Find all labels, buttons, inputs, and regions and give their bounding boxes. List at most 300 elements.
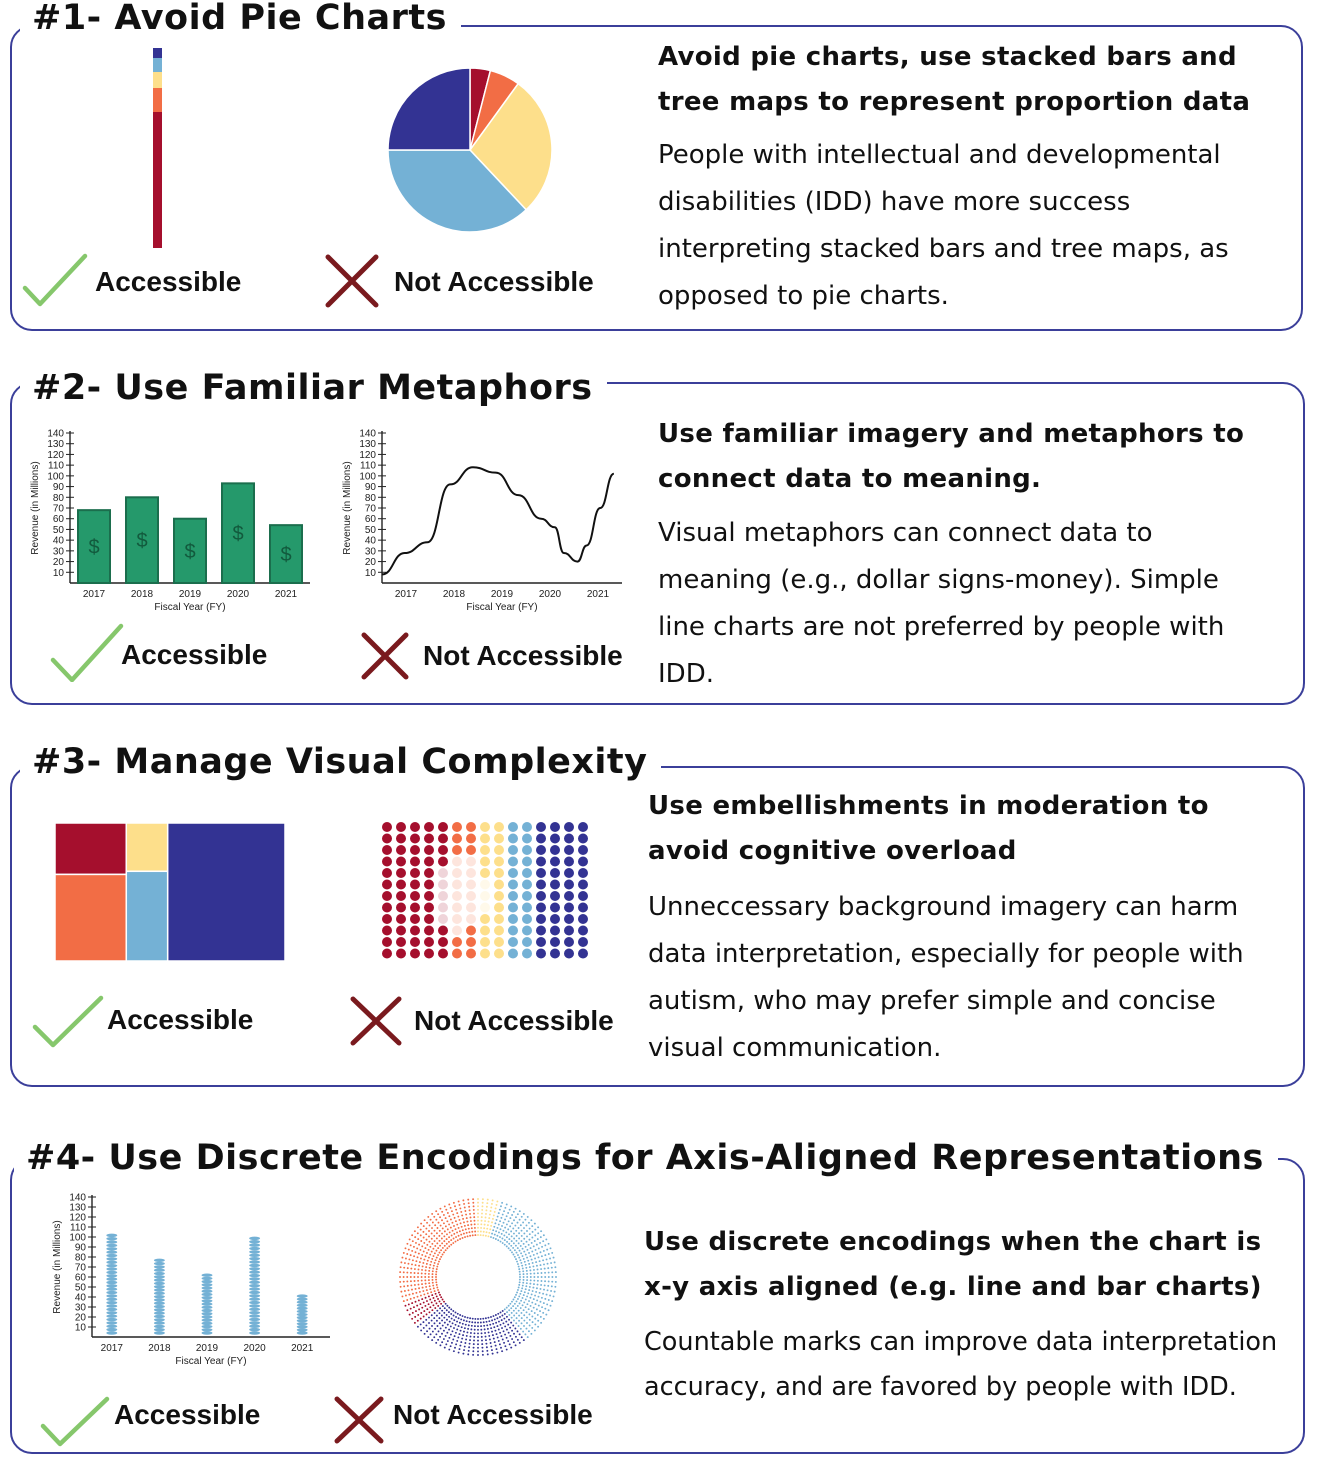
radial-dot bbox=[444, 1347, 446, 1349]
radial-dot bbox=[492, 1199, 494, 1201]
radial-dot bbox=[403, 1276, 405, 1278]
dot bbox=[410, 880, 420, 890]
x-axis-label: Fiscal Year (FY) bbox=[154, 602, 226, 613]
dot bbox=[452, 949, 462, 959]
radial-dot bbox=[432, 1268, 434, 1270]
radial-dot bbox=[437, 1305, 439, 1307]
radial-dot bbox=[453, 1225, 455, 1227]
unit-mark bbox=[202, 1306, 213, 1309]
unit-mark bbox=[106, 1288, 117, 1291]
radial-dot bbox=[509, 1225, 511, 1227]
radial-dot bbox=[487, 1317, 489, 1319]
radial-dot bbox=[518, 1295, 520, 1297]
radial-dot bbox=[522, 1221, 524, 1223]
radial-dot bbox=[428, 1257, 430, 1259]
radial-dot bbox=[542, 1312, 544, 1314]
radial-dot bbox=[471, 1231, 473, 1233]
y-tick-label: 110 bbox=[48, 460, 64, 472]
radial-dot bbox=[437, 1213, 439, 1215]
radial-dot bbox=[473, 1213, 475, 1215]
radial-dot bbox=[429, 1299, 431, 1301]
radial-dot bbox=[525, 1288, 527, 1290]
radial-dot bbox=[517, 1254, 519, 1256]
radial-dot bbox=[441, 1238, 443, 1240]
radial-dot bbox=[418, 1265, 420, 1267]
dot bbox=[536, 903, 546, 913]
radial-dot bbox=[521, 1265, 523, 1267]
radial-dot bbox=[450, 1239, 452, 1241]
section-4-body: Countable marks can improve data interpretation accuracy, and are favored by people with IDD. bbox=[644, 1327, 1278, 1402]
radial-dot bbox=[543, 1318, 545, 1320]
radial-dot bbox=[434, 1245, 436, 1247]
radial-dot bbox=[435, 1342, 437, 1344]
radial-dot bbox=[459, 1207, 461, 1209]
radial-dot bbox=[457, 1239, 459, 1241]
radial-dot bbox=[418, 1287, 420, 1289]
unit-mark bbox=[202, 1296, 213, 1299]
unit-mark bbox=[249, 1301, 260, 1304]
radial-dot bbox=[428, 1295, 430, 1297]
cross-icon bbox=[348, 994, 404, 1048]
radial-dot bbox=[477, 1350, 479, 1352]
radial-dot bbox=[538, 1256, 540, 1258]
radial-dot bbox=[491, 1221, 493, 1223]
radial-dot bbox=[477, 1216, 479, 1218]
radial-dot bbox=[481, 1209, 483, 1211]
radial-dot bbox=[451, 1210, 453, 1212]
radial-dot bbox=[456, 1232, 458, 1234]
x-tick-label: 2021 bbox=[274, 589, 298, 600]
radial-dot bbox=[436, 1232, 438, 1234]
radial-dot bbox=[418, 1308, 420, 1310]
dot bbox=[578, 937, 588, 947]
treemap-cell bbox=[126, 823, 167, 871]
radial-dot bbox=[429, 1306, 431, 1308]
radial-dot bbox=[507, 1340, 509, 1342]
radial-dot bbox=[425, 1228, 427, 1230]
radial-dot bbox=[472, 1234, 474, 1236]
radial-dot bbox=[437, 1254, 439, 1256]
radial-dot bbox=[517, 1339, 519, 1341]
radial-dot bbox=[443, 1235, 445, 1237]
radial-dot bbox=[544, 1254, 546, 1256]
radial-dot bbox=[518, 1310, 520, 1312]
radial-dot bbox=[518, 1232, 520, 1234]
y-tick-label: 140 bbox=[69, 1192, 86, 1204]
radial-dot bbox=[515, 1322, 517, 1324]
dot bbox=[550, 949, 560, 959]
dot bbox=[536, 880, 546, 890]
radial-dot bbox=[433, 1336, 435, 1338]
radial-dot bbox=[428, 1317, 430, 1319]
radial-dot bbox=[410, 1272, 412, 1274]
y-tick-label: 70 bbox=[74, 1262, 86, 1274]
dot bbox=[522, 937, 532, 947]
radial-dot bbox=[423, 1251, 425, 1253]
radial-dot bbox=[474, 1234, 476, 1236]
radial-dot bbox=[450, 1345, 452, 1347]
radial-dot bbox=[528, 1252, 530, 1254]
radial-dot bbox=[521, 1230, 523, 1232]
radial-dot bbox=[477, 1198, 479, 1200]
radial-dot bbox=[536, 1299, 538, 1301]
radial-dot bbox=[521, 1235, 523, 1237]
radial-dot bbox=[429, 1246, 431, 1248]
radial-dot bbox=[445, 1343, 447, 1345]
radial-dot bbox=[526, 1276, 528, 1278]
radial-dot bbox=[428, 1230, 430, 1232]
radial-dot bbox=[537, 1280, 539, 1282]
radial-dot bbox=[423, 1225, 425, 1227]
radial-dot bbox=[488, 1335, 490, 1337]
radial-dot bbox=[536, 1265, 538, 1267]
radial-dot bbox=[414, 1236, 416, 1238]
dot bbox=[382, 880, 392, 890]
radial-dot bbox=[555, 1276, 557, 1278]
dot bbox=[536, 845, 546, 855]
radial-dot bbox=[410, 1254, 412, 1256]
radial-dot bbox=[457, 1337, 459, 1339]
dot bbox=[396, 868, 406, 878]
radial-dot bbox=[546, 1249, 548, 1251]
section-1-title: #1- Avoid Pie Charts bbox=[20, 0, 461, 40]
unit-mark bbox=[297, 1331, 308, 1334]
radial-dot bbox=[470, 1217, 472, 1219]
radial-dot bbox=[408, 1289, 410, 1291]
checkmark-icon bbox=[40, 1395, 110, 1447]
section-2-heading: Use familiar imagery and metaphors to connect data to meaning. bbox=[658, 419, 1245, 494]
radial-dot bbox=[409, 1238, 411, 1240]
radial-dot bbox=[531, 1310, 533, 1312]
y-tick-label: 20 bbox=[364, 557, 376, 569]
radial-dot bbox=[519, 1302, 521, 1304]
unit-mark bbox=[297, 1294, 308, 1297]
radial-dot bbox=[450, 1207, 452, 1209]
radial-dot bbox=[473, 1209, 475, 1211]
radial-dot bbox=[455, 1220, 457, 1222]
radial-dot bbox=[530, 1273, 532, 1275]
radial-dot bbox=[513, 1320, 515, 1322]
radial-dot bbox=[430, 1261, 432, 1263]
unit-mark bbox=[202, 1283, 213, 1286]
section-2-body: Visual metaphors can connect data to meaning (e.g., dollar signs-money). Simple line charts are not preferred by people with IDD. bbox=[658, 518, 1225, 689]
radial-dot bbox=[425, 1266, 427, 1268]
y-tick-label: 110 bbox=[360, 460, 376, 472]
radial-dot bbox=[420, 1295, 422, 1297]
dot bbox=[578, 822, 588, 832]
radial-dot bbox=[432, 1331, 434, 1333]
radial-dot bbox=[523, 1276, 525, 1278]
radial-dot bbox=[547, 1267, 549, 1269]
unit-mark bbox=[202, 1274, 213, 1277]
radial-dot bbox=[427, 1336, 429, 1338]
radial-dot bbox=[485, 1235, 487, 1237]
radial-dot bbox=[441, 1310, 443, 1312]
unit-mark bbox=[249, 1291, 260, 1294]
radial-dot bbox=[496, 1219, 498, 1221]
radial-dot bbox=[521, 1240, 523, 1242]
radial-dot bbox=[540, 1268, 542, 1270]
radial-dot bbox=[522, 1268, 524, 1270]
dot bbox=[396, 891, 406, 901]
radial-dot bbox=[508, 1314, 510, 1316]
radial-dot bbox=[443, 1222, 445, 1224]
radial-dot bbox=[495, 1322, 497, 1324]
radial-dot bbox=[513, 1242, 515, 1244]
radial-dot bbox=[468, 1324, 470, 1326]
radial-dot bbox=[406, 1309, 408, 1311]
unit-mark bbox=[106, 1298, 117, 1301]
dot bbox=[480, 891, 490, 901]
radial-dot bbox=[474, 1318, 476, 1320]
unit-mark bbox=[106, 1328, 117, 1331]
radial-dot bbox=[439, 1252, 441, 1254]
radial-dot bbox=[546, 1294, 548, 1296]
radial-dot bbox=[453, 1319, 455, 1321]
radial-dot bbox=[446, 1305, 448, 1307]
radial-dot bbox=[408, 1249, 410, 1251]
unit-mark bbox=[249, 1308, 260, 1311]
radial-dot bbox=[459, 1322, 461, 1324]
radial-dot bbox=[486, 1350, 488, 1352]
radial-dot bbox=[512, 1247, 514, 1249]
radial-dot bbox=[533, 1273, 535, 1275]
radial-dot bbox=[436, 1295, 438, 1297]
radial-dot bbox=[533, 1276, 535, 1278]
radial-dot bbox=[407, 1267, 409, 1269]
radial-dot bbox=[505, 1231, 507, 1233]
radial-dot bbox=[464, 1342, 466, 1344]
radial-dot bbox=[517, 1213, 519, 1215]
radial-dot bbox=[423, 1327, 425, 1329]
radial-dot bbox=[523, 1273, 525, 1275]
radial-dot bbox=[483, 1321, 485, 1323]
radial-dot bbox=[474, 1227, 476, 1229]
radial-dot bbox=[503, 1210, 505, 1212]
dot bbox=[396, 914, 406, 924]
dot bbox=[508, 926, 518, 936]
dot bbox=[382, 845, 392, 855]
radial-dot bbox=[436, 1302, 438, 1304]
radial-dot bbox=[456, 1321, 458, 1323]
radial-dot bbox=[442, 1305, 444, 1307]
radial-dot bbox=[423, 1302, 425, 1304]
dot bbox=[424, 914, 434, 924]
dot bbox=[564, 903, 574, 913]
dot bbox=[424, 903, 434, 913]
dot bbox=[382, 868, 392, 878]
dot bbox=[382, 926, 392, 936]
radial-dot bbox=[442, 1325, 444, 1327]
dot bbox=[424, 880, 434, 890]
radial-dot bbox=[412, 1293, 414, 1295]
radial-dot bbox=[507, 1228, 509, 1230]
dot bbox=[550, 891, 560, 901]
radial-dot bbox=[429, 1264, 431, 1266]
radial-dot bbox=[519, 1276, 521, 1278]
radial-dot bbox=[521, 1322, 523, 1324]
radial-dot bbox=[511, 1214, 513, 1216]
radial-dot bbox=[417, 1272, 419, 1274]
radial-dot bbox=[448, 1245, 450, 1247]
unit-mark bbox=[202, 1277, 213, 1280]
radial-dot bbox=[411, 1250, 413, 1252]
radial-dot bbox=[551, 1252, 553, 1254]
radial-dot bbox=[522, 1297, 524, 1299]
radial-dot bbox=[420, 1329, 422, 1331]
dot bbox=[466, 845, 476, 855]
radial-dot bbox=[493, 1315, 495, 1317]
radial-dot bbox=[432, 1279, 434, 1281]
radial-dot bbox=[487, 1353, 489, 1355]
radial-dot bbox=[420, 1318, 422, 1320]
radial-dot bbox=[526, 1236, 528, 1238]
y-tick-label: 30 bbox=[52, 546, 64, 558]
dot bbox=[536, 868, 546, 878]
radial-dot bbox=[526, 1328, 528, 1330]
dot bbox=[424, 845, 434, 855]
radial-dot bbox=[555, 1271, 557, 1273]
radial-dot bbox=[443, 1312, 445, 1314]
radial-dot bbox=[411, 1234, 413, 1236]
radial-dot bbox=[422, 1287, 424, 1289]
unit-mark bbox=[106, 1311, 117, 1314]
radial-dot bbox=[508, 1233, 510, 1235]
radial-dot bbox=[480, 1223, 482, 1225]
radial-dot bbox=[540, 1230, 542, 1232]
radial-dot bbox=[532, 1321, 534, 1323]
radial-dot bbox=[526, 1311, 528, 1313]
x-tick-label: 2017 bbox=[100, 1343, 123, 1354]
dot bbox=[410, 914, 420, 924]
radial-dot bbox=[453, 1233, 455, 1235]
unit-mark bbox=[297, 1316, 308, 1319]
dot bbox=[438, 914, 448, 924]
y-tick-label: 40 bbox=[52, 535, 64, 547]
radial-dot bbox=[452, 1339, 454, 1341]
radial-dot bbox=[412, 1240, 414, 1242]
radial-dot bbox=[504, 1345, 506, 1347]
unit-mark bbox=[106, 1251, 117, 1254]
radial-dot bbox=[434, 1328, 436, 1330]
radial-dot bbox=[517, 1330, 519, 1332]
radial-dot bbox=[470, 1224, 472, 1226]
dot bbox=[382, 949, 392, 959]
radial-dot bbox=[546, 1303, 548, 1305]
radial-dot bbox=[537, 1269, 539, 1271]
dot bbox=[424, 868, 434, 878]
radial-dot bbox=[417, 1320, 419, 1322]
radial-dot bbox=[440, 1249, 442, 1251]
radial-dot bbox=[430, 1219, 432, 1221]
radial-dot bbox=[533, 1245, 535, 1247]
radial-dot bbox=[493, 1237, 495, 1239]
y-tick-label: 50 bbox=[74, 1282, 86, 1294]
radial-dot bbox=[443, 1317, 445, 1319]
radial-dot bbox=[431, 1339, 433, 1341]
radial-dot bbox=[487, 1224, 489, 1226]
radial-dot bbox=[535, 1249, 537, 1251]
radial-dot bbox=[543, 1302, 545, 1304]
radial-dot bbox=[496, 1235, 498, 1237]
dot bbox=[550, 868, 560, 878]
dot bbox=[494, 868, 504, 878]
radial-dot bbox=[421, 1276, 423, 1278]
radial-dot bbox=[518, 1320, 520, 1322]
radial-dot bbox=[509, 1209, 511, 1211]
radial-dot bbox=[496, 1333, 498, 1335]
radial-dot bbox=[503, 1330, 505, 1332]
unit-mark bbox=[249, 1314, 260, 1317]
radial-dot bbox=[518, 1315, 520, 1317]
radial-dot bbox=[411, 1263, 413, 1265]
unit-mark bbox=[154, 1292, 165, 1295]
radial-dot bbox=[523, 1325, 525, 1327]
unit-mark bbox=[249, 1257, 260, 1260]
unit-mark bbox=[106, 1234, 117, 1237]
dot bbox=[522, 834, 532, 844]
dot bbox=[550, 822, 560, 832]
x-tick-label: 2019 bbox=[178, 589, 202, 600]
radial-dot bbox=[533, 1298, 535, 1300]
radial-dot bbox=[420, 1240, 422, 1242]
radial-dot bbox=[480, 1227, 482, 1229]
radial-dot bbox=[435, 1273, 437, 1275]
radial-dot bbox=[501, 1225, 503, 1227]
checkmark-icon bbox=[50, 622, 124, 682]
radial-dot bbox=[405, 1258, 407, 1260]
unit-mark bbox=[106, 1247, 117, 1250]
radial-dot bbox=[490, 1225, 492, 1227]
radial-dot bbox=[490, 1316, 492, 1318]
radial-dot bbox=[399, 1271, 401, 1273]
radial-dot bbox=[460, 1318, 462, 1320]
radial-dot bbox=[522, 1304, 524, 1306]
radial-dot bbox=[452, 1214, 454, 1216]
radial-dot bbox=[465, 1339, 467, 1341]
radial-dot bbox=[510, 1322, 512, 1324]
unit-mark bbox=[249, 1281, 260, 1284]
y-tick-label: 60 bbox=[74, 1272, 86, 1284]
radial-dot bbox=[432, 1221, 434, 1223]
radial-dot bbox=[474, 1322, 476, 1324]
radial-dot bbox=[441, 1333, 443, 1335]
radial-dot bbox=[433, 1317, 435, 1319]
radial-dot bbox=[529, 1325, 531, 1327]
dot bbox=[452, 914, 462, 924]
radial-dot bbox=[508, 1243, 510, 1245]
radial-dot bbox=[446, 1309, 448, 1311]
radial-dot bbox=[467, 1199, 469, 1201]
y-tick-label: 80 bbox=[364, 492, 376, 504]
radial-dot bbox=[424, 1273, 426, 1275]
radial-dot bbox=[450, 1244, 452, 1246]
radial-dot bbox=[525, 1264, 527, 1266]
radial-dot bbox=[437, 1325, 439, 1327]
dot bbox=[578, 834, 588, 844]
unit-mark bbox=[154, 1295, 165, 1298]
radial-dot bbox=[439, 1344, 441, 1346]
radial-dot bbox=[466, 1232, 468, 1234]
dot bbox=[522, 845, 532, 855]
radial-dot bbox=[439, 1294, 441, 1296]
y-tick-label: 70 bbox=[364, 503, 376, 515]
radial-dot bbox=[445, 1209, 447, 1211]
radial-dot bbox=[554, 1291, 556, 1293]
radial-dot bbox=[550, 1290, 552, 1292]
dot bbox=[578, 845, 588, 855]
dot bbox=[522, 926, 532, 936]
